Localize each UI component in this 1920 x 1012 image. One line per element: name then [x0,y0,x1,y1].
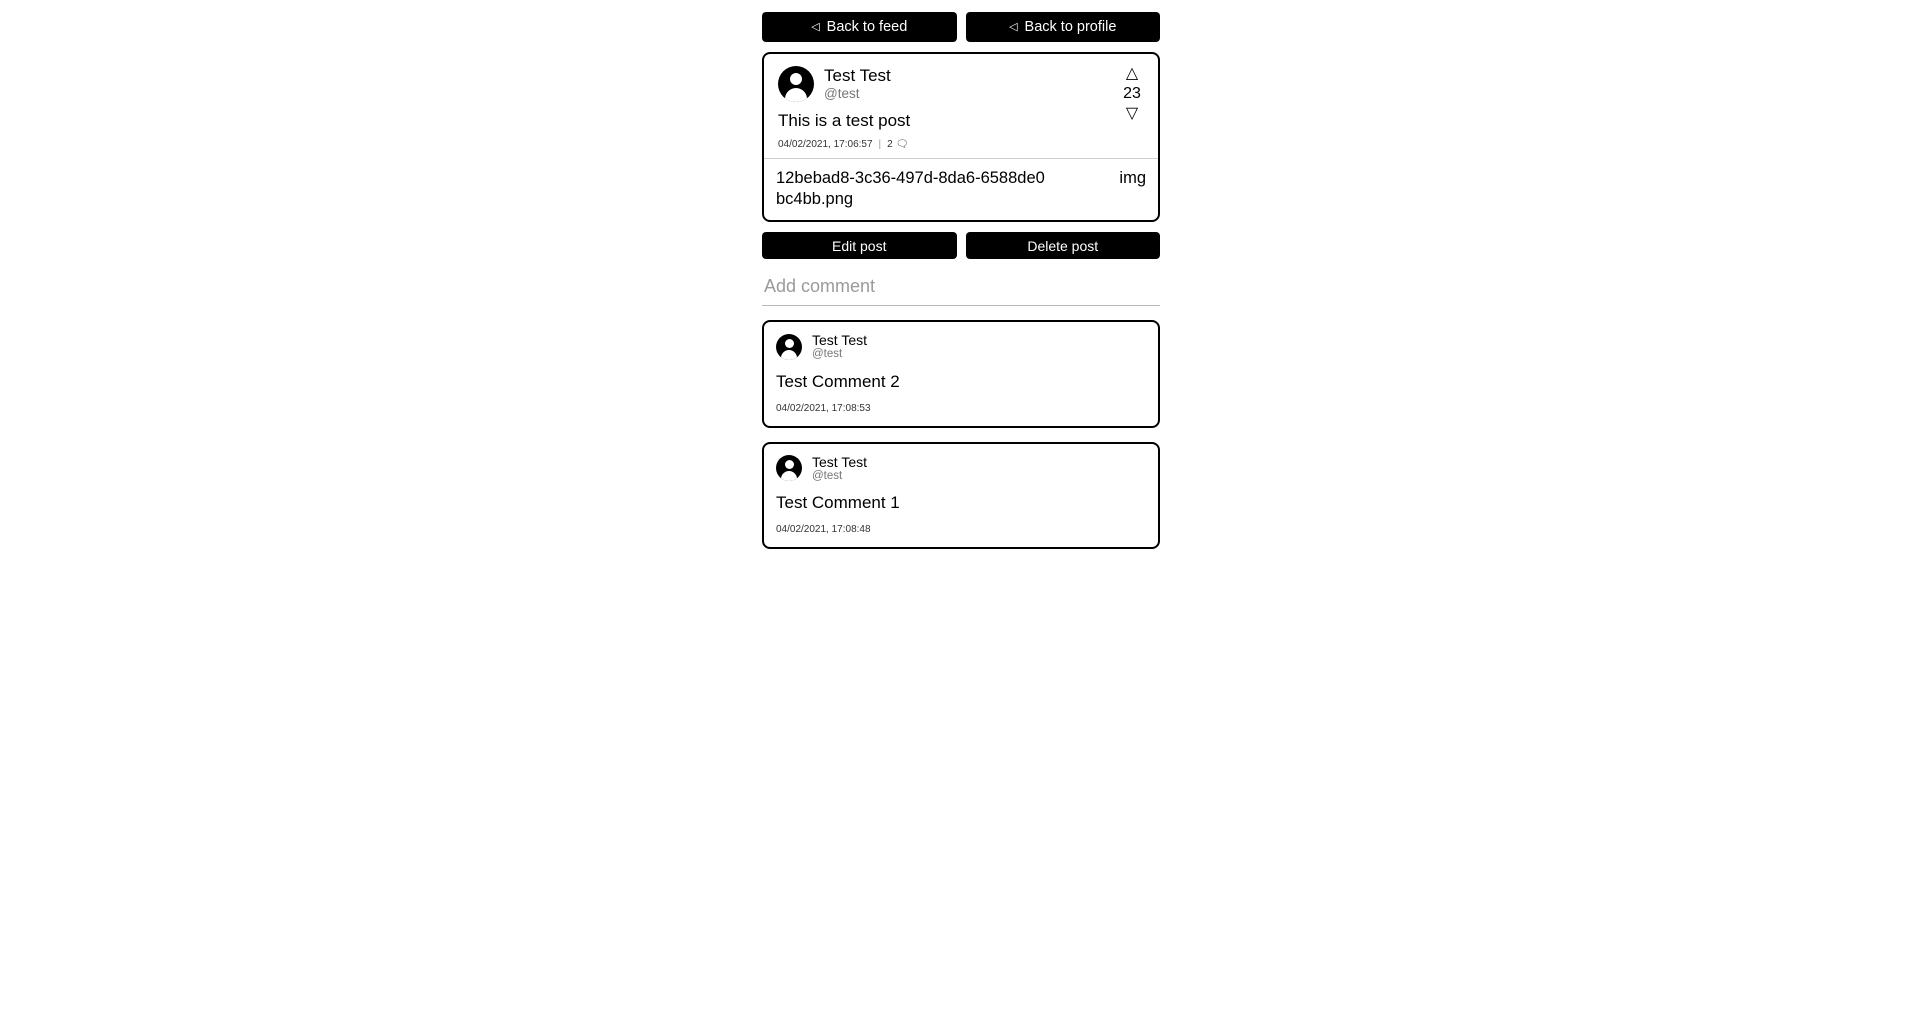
attachment-type-label: img [1119,169,1146,187]
back-to-profile-button[interactable] [966,12,1161,42]
post-card [762,52,1160,222]
triangle-left-icon: ◁ [811,20,820,33]
comment-author-names [812,454,867,483]
comment-count-value: 2 [887,139,893,150]
vote-controls [1118,66,1146,122]
comment-timestamp: 04/02/2021, 17:08:53 [776,402,871,414]
triangle-left-icon: ◁ [1009,20,1018,33]
comment-author[interactable] [776,454,1146,483]
back-to-feed-button[interactable] [762,12,957,42]
comment-text: Test Comment 2 [776,371,900,391]
downvote-icon[interactable]: ▽ [1125,105,1139,122]
author-names [824,66,891,101]
comment-author-display-name: Test Test [812,332,867,349]
post-meta [778,139,1144,150]
attachment-filename: 12bebad8-3c36-497d-8da6-6588de0bc4bb.png [776,169,1045,208]
content-column [762,12,1160,549]
comment-card [762,442,1160,549]
avatar [776,455,802,481]
back-to-profile-label: Back to profile [1024,19,1117,35]
edit-post-button[interactable]: Edit post [762,232,957,259]
comment-author[interactable] [776,332,1146,361]
comment-card [762,320,1160,427]
author-display-name: Test Test [824,66,891,86]
comment-timestamp: 04/02/2021, 17:08:48 [776,523,871,535]
post-body [764,54,1158,159]
post-text: This is a test post [778,111,911,130]
post-timestamp: 04/02/2021, 17:06:57 [778,139,873,150]
comment-text: Test Comment 1 [776,492,900,512]
meta-separator: | [878,139,882,150]
avatar [778,66,814,102]
comment-author-names [812,332,867,361]
avatar [776,334,802,360]
comment-author-handle: @test [812,348,843,361]
post-author[interactable] [778,66,1144,102]
upvote-icon[interactable]: △ [1125,65,1139,82]
author-handle: @test [824,86,860,102]
post-comment-count [887,139,908,150]
top-nav [762,12,1160,42]
back-to-feed-label: Back to feed [826,19,908,35]
vote-score: 23 [1123,85,1141,102]
post-attachment[interactable] [764,159,1158,220]
add-comment-input[interactable] [762,274,1160,306]
comment-author-handle: @test [812,469,843,482]
comment-icon: 🗨 [895,139,909,150]
comment-author-display-name: Test Test [812,453,867,470]
post-actions [762,232,1160,259]
delete-post-button[interactable]: Delete post [966,232,1161,259]
